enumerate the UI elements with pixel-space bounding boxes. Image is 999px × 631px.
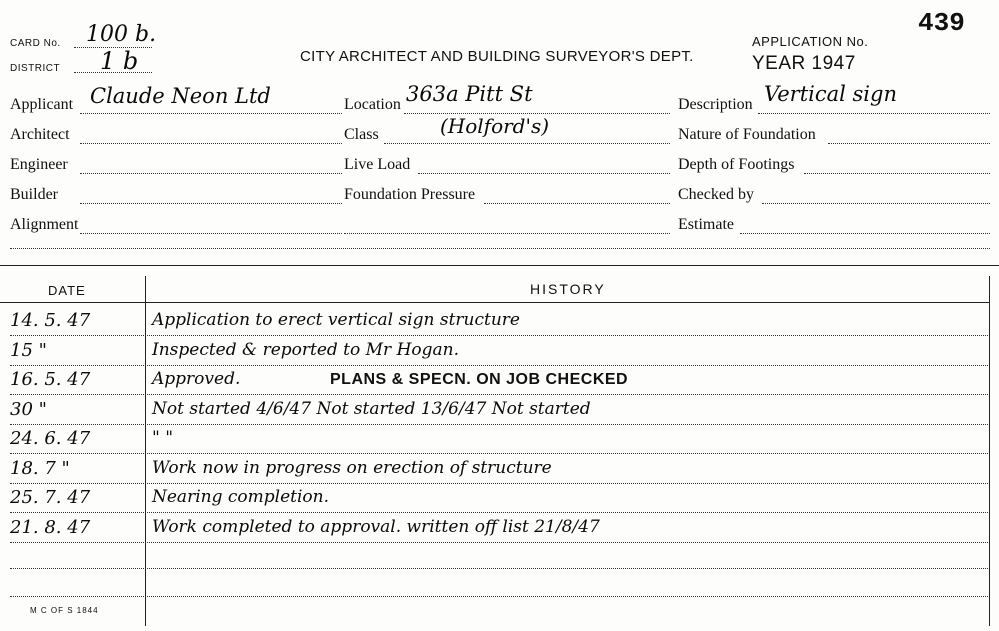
year-label: YEAR 1947 — [752, 53, 856, 74]
row-rule — [10, 483, 988, 484]
history-header-underline — [0, 302, 990, 303]
history-date: 15 " — [10, 340, 47, 361]
history-date: 16. 5. 47 — [10, 369, 91, 390]
depth-of-footings-underline — [804, 173, 990, 174]
row-rule — [10, 424, 988, 425]
location-label: Location — [344, 96, 401, 113]
table-row — [0, 340, 999, 370]
table-row — [0, 458, 999, 488]
description-underline — [758, 113, 990, 114]
architect-underline — [80, 143, 342, 144]
checked-stamp: PLANS & SPECN. ON JOB CHECKED — [330, 371, 629, 388]
foundation-pressure-label: Foundation Pressure — [344, 186, 476, 203]
table-row — [0, 310, 999, 340]
history-entry: Not started 4/6/47 Not started 13/6/47 Not started — [152, 399, 591, 419]
history-entry: Application to erect vertical sign structure — [152, 310, 520, 330]
history-date: 30 " — [10, 399, 47, 420]
checked-by-underline — [762, 203, 990, 204]
applicant-value: Claude Neon Ltd — [90, 84, 271, 108]
table-row — [0, 428, 999, 458]
estimate-label: Estimate — [678, 216, 734, 233]
application-no-label: APPLICATION No. — [752, 34, 869, 49]
class-label: Class — [344, 126, 379, 143]
history-date: 24. 6. 47 — [10, 428, 91, 449]
history-date: 25. 7. 47 — [10, 487, 91, 508]
alignment-underline — [80, 233, 342, 234]
history-entry: Inspected & reported to Mr Hogan. — [152, 340, 460, 360]
form-code: M C OF S 1844 — [30, 606, 99, 615]
nature-of-foundation-label: Nature of Foundation — [678, 126, 816, 143]
checked-by-label: Checked by — [678, 186, 754, 203]
section-divider — [0, 265, 999, 266]
application-no-value: 439 — [918, 8, 965, 38]
department-title: CITY ARCHITECT AND BUILDING SURVEYOR'S DEPT. — [300, 48, 694, 65]
alignment-label: Alignment — [10, 216, 79, 233]
live-load-underline — [418, 173, 670, 174]
description-label: Description — [678, 96, 753, 113]
blank-row-1 — [10, 568, 988, 569]
applicant-underline — [80, 113, 342, 114]
applicant-label: Applicant — [10, 96, 74, 113]
row-rule — [10, 542, 988, 543]
table-row — [0, 399, 999, 429]
depth-of-footings-label: Depth of Footings — [678, 156, 795, 173]
district-underline — [74, 72, 152, 73]
location-value: 363a Pitt St — [406, 82, 533, 106]
row-rule — [10, 453, 988, 454]
row-rule — [10, 335, 988, 336]
history-entry: Work now in progress on erection of structure — [152, 458, 552, 478]
card-no-label: CARD No. — [10, 38, 61, 49]
table-row — [0, 517, 999, 547]
history-entry: Nearing completion. — [152, 487, 329, 507]
date-header: DATE — [48, 283, 86, 298]
estimate-underline — [740, 233, 990, 234]
class-value: (Holford's) — [440, 114, 550, 138]
engineer-label: Engineer — [10, 156, 68, 173]
history-entry: Work completed to approval. written off list 21/8/47 — [152, 517, 600, 537]
table-row — [0, 369, 999, 399]
district-value: 1 b — [100, 47, 139, 75]
history-date: 14. 5. 47 — [10, 310, 91, 331]
history-entry: " " — [152, 428, 174, 448]
district-label: DISTRICT — [10, 63, 61, 74]
builder-label: Builder — [10, 186, 58, 203]
column2-blank-underline — [344, 233, 670, 234]
row-rule — [10, 512, 988, 513]
nature-of-foundation-underline — [828, 143, 990, 144]
engineer-underline — [80, 173, 342, 174]
history-header: HISTORY — [530, 281, 606, 297]
blank-row-2 — [10, 596, 988, 597]
builder-underline — [80, 203, 342, 204]
architect-label: Architect — [10, 126, 70, 143]
description-value: Vertical sign — [764, 82, 897, 106]
row-rule — [10, 365, 988, 366]
card-no-value: 100 b. — [86, 22, 157, 47]
history-entry: Approved. — [152, 369, 241, 389]
table-row — [0, 487, 999, 517]
row-rule — [10, 394, 988, 395]
blank-line-1 — [10, 248, 990, 249]
history-date: 18. 7 " — [10, 458, 70, 479]
live-load-label: Live Load — [344, 156, 411, 173]
history-date: 21. 8. 47 — [10, 517, 91, 538]
foundation-pressure-underline — [484, 203, 670, 204]
class-underline — [384, 143, 670, 144]
